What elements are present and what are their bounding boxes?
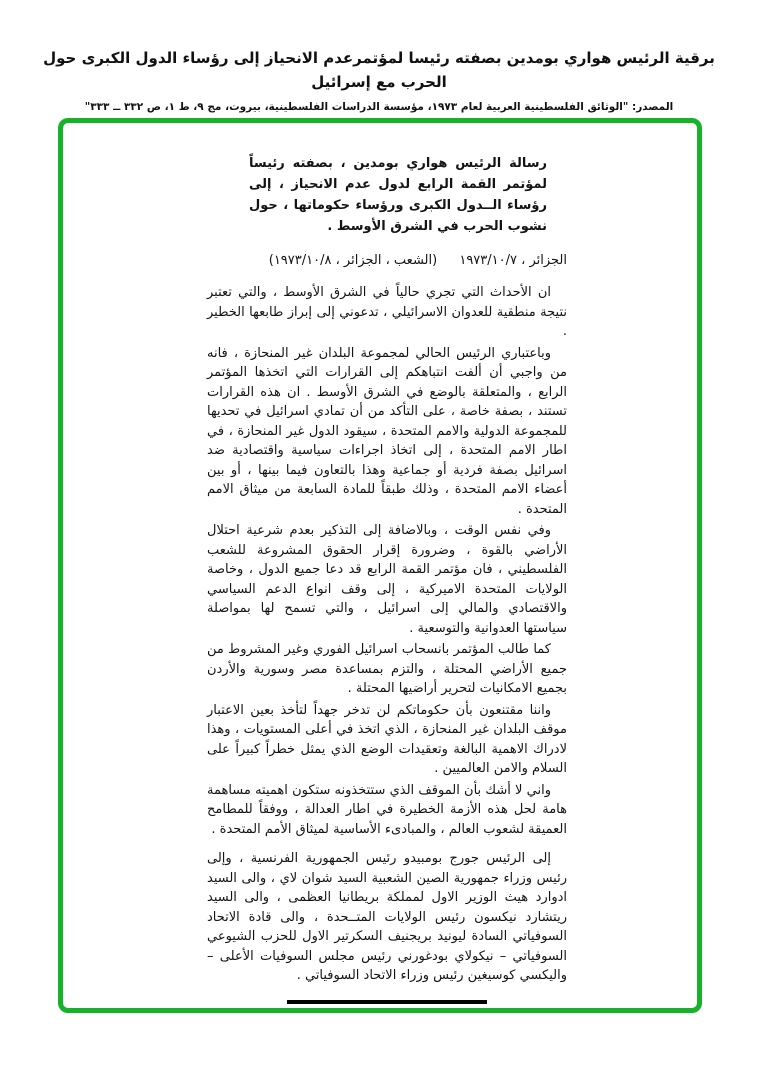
header [0,46,758,115]
dateline-place-date: الجزائر ، ١٩٧٣/١٠/٧ [459,253,567,268]
paragraph-1: ان الأحداث التي تجري حالياً في الشرق الأوسط ، والتي تعتبر نتيجة منطقية للعدوان الاسرائيلي ، تدعوني إلى إبراز طابعها الخطير . [207,285,567,339]
paragraph-4: كما طالب المؤتمر بانسحاب اسرائيل الفوري وغير المشروط من جميع الأراضي المحتلة ، والتزم بمساعدة مصر وسورية والأردن بجميع الامكانيات لتحرير أراضيها المحتلة . [207,642,567,696]
dateline [207,251,567,271]
source-citation: المصدر: "الوثائق الفلسطينية العربية لعام ١٩٧٣، مؤسسة الدراسات الفلسطينية، بيروت، مج ٩، ط ١، ص ٣٣٢ ــ ٣٣٣" [84,101,674,113]
paragraph-addressees: إلى الرئيس جورج بومبيدو رئيس الجمهورية الفرنسية ، وإلى رئيس وزراء جمهورية الصين الشعبية السيد شوان لاي ، والى السيد ادوارد هيث الوزير الاول لمملكة بريطانيا العظمى ، والى السيد ريتشارد نيكسون رئيس الولايات المتــحدة ، والى قادة الاتحاد السوفياتي السادة ليونيد بريجنيف السكرتير الاول للحزب الشيوعي السوفياتي – نيكولاي بودغورني رئيس مجلس السوفيات الأعلى – واليكسي كوسيغين رئيس وزراء الاتحاد السوفياتي . [207,851,567,983]
paragraph-6: واني لا أشك بأن الموقف الذي ستتخذونه ستكون اهميته مساهمة هامة لحل هذه الأزمة الخطيرة في اطار العدالة ، ووفقاً للمطامح العميقة لشعوب العالم ، والمبادىء الأساسية لميثاق الأمم المتحدة . [207,782,567,837]
end-divider [287,1000,487,1004]
paragraph-3: وفي نفس الوقت ، وبالاضافة إلى التذكير بعدم شرعية احتلال الأراضي بالقوة ، وضرورة إقرار الحقوق المشروعة للشعب الفلسطيني ، فان مؤتمر القمة الرابع قد دعا جميع الدول ، وخاصة الولايات المتحدة الاميركية ، إلى وقف انواع الدعم السياسي والاقتصادي والمالي إلى اسرائيل ، والتي تسمح لها بمواصلة سياستها العدوانية والتوسعية . [207,523,567,636]
paragraph-5: واننا مقتنعون بأن حكوماتكم لن تدخر جهداً لتأخذ بعين الاعتبار موقف البلدان غير المنحازة ، الذي اتخذ في أعلى المستويات ، وهذا لادراك الاهمية البالغة وتعقيدات الوضع الذي يمثل خطراً كبيراً على السلام والامن العالميين . [207,702,567,776]
paragraph-2: وباعتباري الرئيس الحالي لمجموعة البلدان غير المنحازة ، فانه من واجبي أن ألفت انتباهكم إلى القرارات التي اتخذها المؤتمر الرابع ، والمتعلقة بالوضع في الشرق الأوسط . ان هذه القرارات تستند ، بصفة خاصة ، على التأكد من أن تمادي اسرائيل في تحديها للمجموعة الدولية والامم المتحدة ، سيقود الدول غير المنحازة ، في اطار الامم المتحدة ، إلى اتخاذ اجراءات سياسية واقتصادية ضد اسرائيل بصفة فردية أو جماعية وهذا بالتعاون فيما بينها ، أو بين أعضاء الامم المتحدة ، وذلك طبقاً للمادة السابعة من ميثاق الامم المتحدة . [207,345,567,517]
dateline-newspaper-source: (الشعب ، الجزائر ، ١٩٧٣/١٠/٨) [268,253,438,268]
document-title: برقية الرئيس هواري بومدين بصفته رئيسا لمؤتمرعدم الانحياز إلى رؤساء الدول الكبرى حول الحرب مع إسرائيل [43,49,715,91]
intro-paragraph: رسالة الرئيس هواري بومدين ، بصفته رئيساً لمؤتمر القمة الرابع لدول عدم الانحياز ، إلى رؤساء الــدول الكبرى ورؤساء حكوماتها ، حول نشوب الحرب في الشرق الأوسط . [249,156,547,234]
document-frame [58,118,702,1013]
